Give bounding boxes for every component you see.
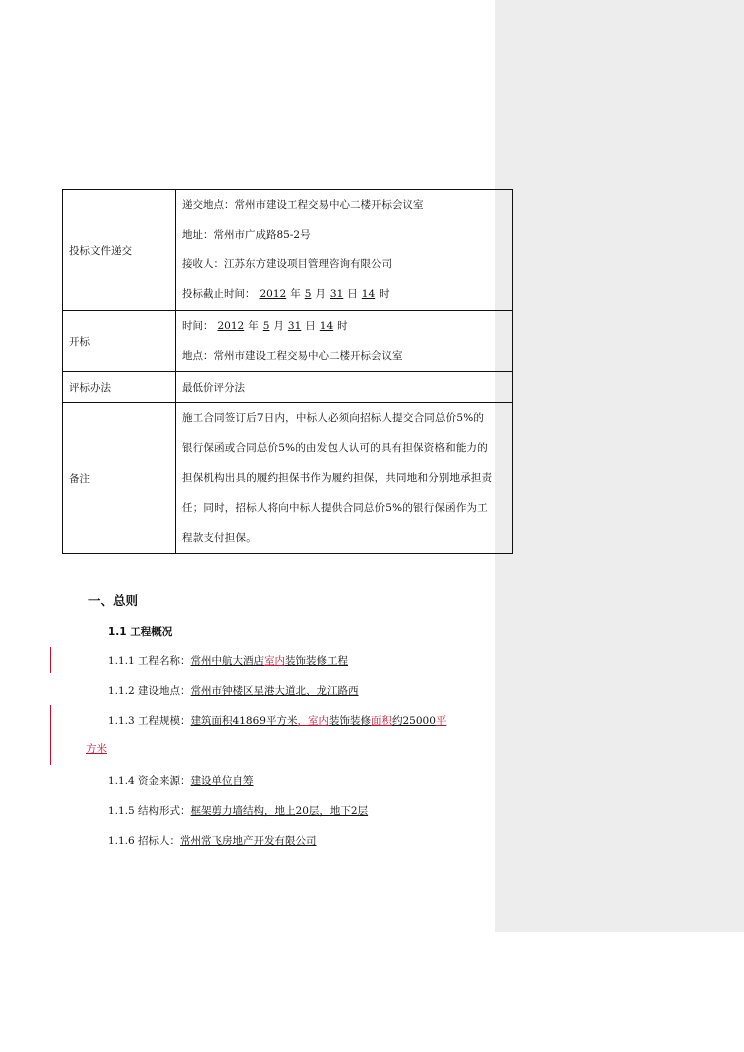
tenderer: 1.1.6 招标人：常州常飞房地产开发有限公司 [108,835,317,847]
subsection-heading: 1.1 工程概况 [108,626,173,638]
funding-source: 1.1.4 资金来源：建设单位自筹 [108,775,254,787]
construction-location: 1.1.2 建设地点：常州市钟楼区星港大道北、龙江路西 [108,685,359,697]
revision-bar [50,705,51,765]
note-line: 银行保函或合同总价5%的由发包人认可的具有担保资格和能力的 [182,442,488,454]
submission-place: 递交地点：常州市建设工程交易中心二楼开标会议室 [182,199,424,211]
table-row [63,372,513,403]
row-label: 投标文件递交 [63,190,176,311]
submission-address: 地址：常州市广成路85-2号 [182,228,311,241]
note-line: 施工合同签订后7日内，中标人必须向招标人提交合同总价5%的 [182,412,485,424]
project-scale: 1.1.3 工程规模：建筑面积41869平方米，室内装饰装修面积约25000平 [108,715,447,727]
comment-pane [495,0,744,932]
section-heading: 一、总则 [88,593,139,608]
note-line: 程款支付担保。 [182,532,257,544]
table-row [63,403,513,554]
project-name: 1.1.1 工程名称：常州中航大酒店室内装饰装修工程 [108,655,349,667]
opening-place: 地点：常州市建设工程交易中心二楼开标会议室 [182,350,403,362]
row-label: 开标 [63,311,176,372]
note-line: 担保机构出具的履约担保书作为履约担保，共同地和分别地承担责 [182,472,493,484]
bid-info-table [62,189,513,554]
revision-bar [50,647,51,673]
evaluation-method: 最低价评分法 [176,372,513,403]
note-line: 任；同时，招标人将向中标人提供合同总价5%的银行保函作为工 [182,502,488,514]
submission-deadline: 投标截止时间： 2012 年 5 月 31 日 14 时 [182,287,390,300]
row-label: 备注 [63,403,176,554]
row-label: 评标办法 [63,372,176,403]
project-scale-continuation: 方米 [86,743,107,755]
table-row [63,311,513,372]
table-row [63,190,513,311]
submission-receiver: 接收人：江苏东方建设项目管理咨询有限公司 [182,258,392,270]
opening-time: 时间： 2012 年 5 月 31 日 14 时 [182,320,348,332]
structure-type: 1.1.5 结构形式：框架剪力墙结构，地上20层，地下2层 [108,805,369,817]
